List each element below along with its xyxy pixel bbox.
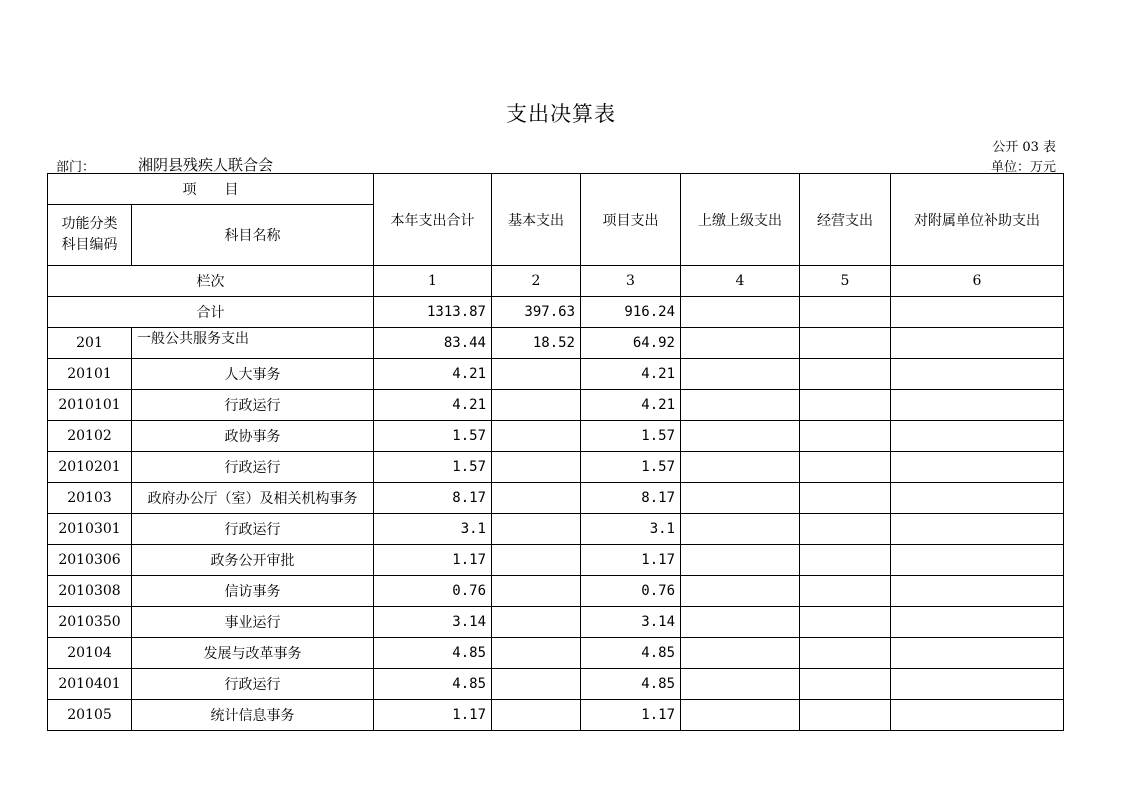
amount-cell: [492, 638, 581, 669]
table-row: [48, 328, 1064, 359]
total-value: [891, 297, 1064, 328]
amount-cell: 3.14: [581, 607, 681, 638]
column-index-row: [48, 266, 1064, 297]
subject-name: 人大事务: [132, 359, 374, 390]
table-row: [48, 390, 1064, 421]
amount-cell: [891, 421, 1064, 452]
amount-cell: [891, 607, 1064, 638]
amount-cell: [800, 359, 891, 390]
table-body: [48, 174, 1064, 731]
amount-cell: 1.17: [581, 700, 681, 731]
subject-name: 政协事务: [132, 421, 374, 452]
amount-cell: [492, 359, 581, 390]
subject-name: 行政运行: [132, 390, 374, 421]
subject-code: 20104: [48, 638, 132, 669]
amount-cell: [681, 700, 800, 731]
table-row: [48, 638, 1064, 669]
subject-name: 事业运行: [132, 607, 374, 638]
amount-cell: 0.76: [374, 576, 492, 607]
subject-code: 20105: [48, 700, 132, 731]
amount-cell: [891, 638, 1064, 669]
amount-cell: [681, 452, 800, 483]
subject-code: 201: [48, 328, 132, 359]
amount-cell: [492, 576, 581, 607]
column-index-1: 1: [374, 266, 492, 297]
header-col-remit: 上缴上级支出: [681, 174, 800, 266]
amount-cell: [800, 328, 891, 359]
header-code: 功能分类 科目编码: [48, 205, 132, 266]
total-row: [48, 297, 1064, 328]
subject-name: 政务公开审批: [132, 545, 374, 576]
subject-code: 2010350: [48, 607, 132, 638]
amount-cell: [681, 328, 800, 359]
table-row: [48, 514, 1064, 545]
amount-cell: [492, 390, 581, 421]
amount-cell: [492, 514, 581, 545]
subject-code: 20101: [48, 359, 132, 390]
amount-cell: [681, 545, 800, 576]
amount-cell: 1.57: [374, 452, 492, 483]
total-value: [681, 297, 800, 328]
amount-cell: [891, 545, 1064, 576]
header-name: 科目名称: [132, 205, 374, 266]
department-label: 部门：: [56, 160, 96, 175]
table-row: [48, 483, 1064, 514]
table-row: [48, 576, 1064, 607]
table-row: [48, 545, 1064, 576]
amount-cell: [492, 421, 581, 452]
amount-cell: [800, 545, 891, 576]
header-row-1: [48, 174, 1064, 205]
column-index-6: 6: [891, 266, 1064, 297]
amount-cell: 4.85: [374, 638, 492, 669]
header-col-basic: 基本支出: [492, 174, 581, 266]
header-item: 项 目: [48, 174, 374, 205]
column-index-5: 5: [800, 266, 891, 297]
subject-name: 统计信息事务: [132, 700, 374, 731]
amount-cell: [891, 359, 1064, 390]
amount-cell: 4.85: [581, 638, 681, 669]
header-col-total: 本年支出合计: [374, 174, 492, 266]
amount-cell: [891, 452, 1064, 483]
amount-cell: [800, 607, 891, 638]
header-col-subsidy: 对附属单位补助支出: [891, 174, 1064, 266]
subject-name: 发展与改革事务: [132, 638, 374, 669]
amount-cell: 3.1: [374, 514, 492, 545]
amount-cell: [800, 700, 891, 731]
amount-cell: [800, 452, 891, 483]
amount-cell: 4.21: [581, 390, 681, 421]
column-index-3: 3: [581, 266, 681, 297]
amount-cell: [800, 638, 891, 669]
amount-cell: [681, 421, 800, 452]
amount-cell: 18.52: [492, 328, 581, 359]
amount-cell: [681, 359, 800, 390]
amount-cell: [891, 669, 1064, 700]
header-col-project: 项目支出: [581, 174, 681, 266]
amount-cell: 8.17: [374, 483, 492, 514]
amount-cell: [891, 483, 1064, 514]
department-name: 湘阴县残疾人联合会: [138, 156, 274, 174]
subject-name: 行政运行: [132, 514, 374, 545]
amount-cell: [681, 483, 800, 514]
table-row: [48, 607, 1064, 638]
column-index-2: 2: [492, 266, 581, 297]
amount-cell: 0.76: [581, 576, 681, 607]
subject-name: 行政运行: [132, 452, 374, 483]
amount-cell: [800, 576, 891, 607]
column-index-label: 栏次: [48, 266, 374, 297]
unit-label: 单位：万元: [990, 160, 1056, 175]
amount-cell: 1.17: [374, 700, 492, 731]
amount-cell: [891, 328, 1064, 359]
subject-name: 信访事务: [132, 576, 374, 607]
amount-cell: [492, 607, 581, 638]
form-number: 公开 03 表: [992, 140, 1056, 155]
table-row: [48, 669, 1064, 700]
amount-cell: 8.17: [581, 483, 681, 514]
amount-cell: [891, 390, 1064, 421]
amount-cell: 4.21: [374, 390, 492, 421]
total-value: 1313.87: [374, 297, 492, 328]
amount-cell: [492, 483, 581, 514]
amount-cell: [800, 669, 891, 700]
amount-cell: [492, 452, 581, 483]
subject-name: 行政运行: [132, 669, 374, 700]
subject-name: 政府办公厅（室）及相关机构事务: [132, 483, 374, 514]
amount-cell: 1.57: [581, 452, 681, 483]
amount-cell: 4.21: [581, 359, 681, 390]
amount-cell: [681, 576, 800, 607]
total-value: 397.63: [492, 297, 581, 328]
amount-cell: 64.92: [581, 328, 681, 359]
total-value: 916.24: [581, 297, 681, 328]
amount-cell: [681, 390, 800, 421]
total-label: 合计: [48, 297, 374, 328]
amount-cell: [681, 669, 800, 700]
amount-cell: [492, 545, 581, 576]
amount-cell: [800, 390, 891, 421]
amount-cell: [681, 638, 800, 669]
amount-cell: [492, 700, 581, 731]
subject-code: 20102: [48, 421, 132, 452]
amount-cell: 1.17: [581, 545, 681, 576]
table-row: [48, 359, 1064, 390]
header-col-operating: 经营支出: [800, 174, 891, 266]
subject-code: 2010306: [48, 545, 132, 576]
amount-cell: 4.21: [374, 359, 492, 390]
amount-cell: [800, 421, 891, 452]
amount-cell: 83.44: [374, 328, 492, 359]
amount-cell: 3.1: [581, 514, 681, 545]
amount-cell: 3.14: [374, 607, 492, 638]
amount-cell: [800, 514, 891, 545]
table-row: [48, 452, 1064, 483]
amount-cell: 1.57: [374, 421, 492, 452]
table-row: [48, 700, 1064, 731]
subject-code: 2010401: [48, 669, 132, 700]
amount-cell: [891, 576, 1064, 607]
total-value: [800, 297, 891, 328]
table-row: [48, 421, 1064, 452]
amount-cell: [891, 514, 1064, 545]
amount-cell: 1.17: [374, 545, 492, 576]
subject-code: 2010201: [48, 452, 132, 483]
amount-cell: [891, 700, 1064, 731]
subject-code: 2010308: [48, 576, 132, 607]
amount-cell: 4.85: [581, 669, 681, 700]
amount-cell: 1.57: [581, 421, 681, 452]
amount-cell: [800, 483, 891, 514]
amount-cell: 4.85: [374, 669, 492, 700]
subject-code: 2010101: [48, 390, 132, 421]
column-index-4: 4: [681, 266, 800, 297]
amount-cell: [492, 669, 581, 700]
expenditure-table: [47, 173, 1064, 731]
subject-code: 20103: [48, 483, 132, 514]
page-title: 支出决算表: [506, 102, 616, 126]
amount-cell: [681, 514, 800, 545]
subject-code: 2010301: [48, 514, 132, 545]
subject-name: 一般公共服务支出: [132, 328, 374, 359]
amount-cell: [681, 607, 800, 638]
